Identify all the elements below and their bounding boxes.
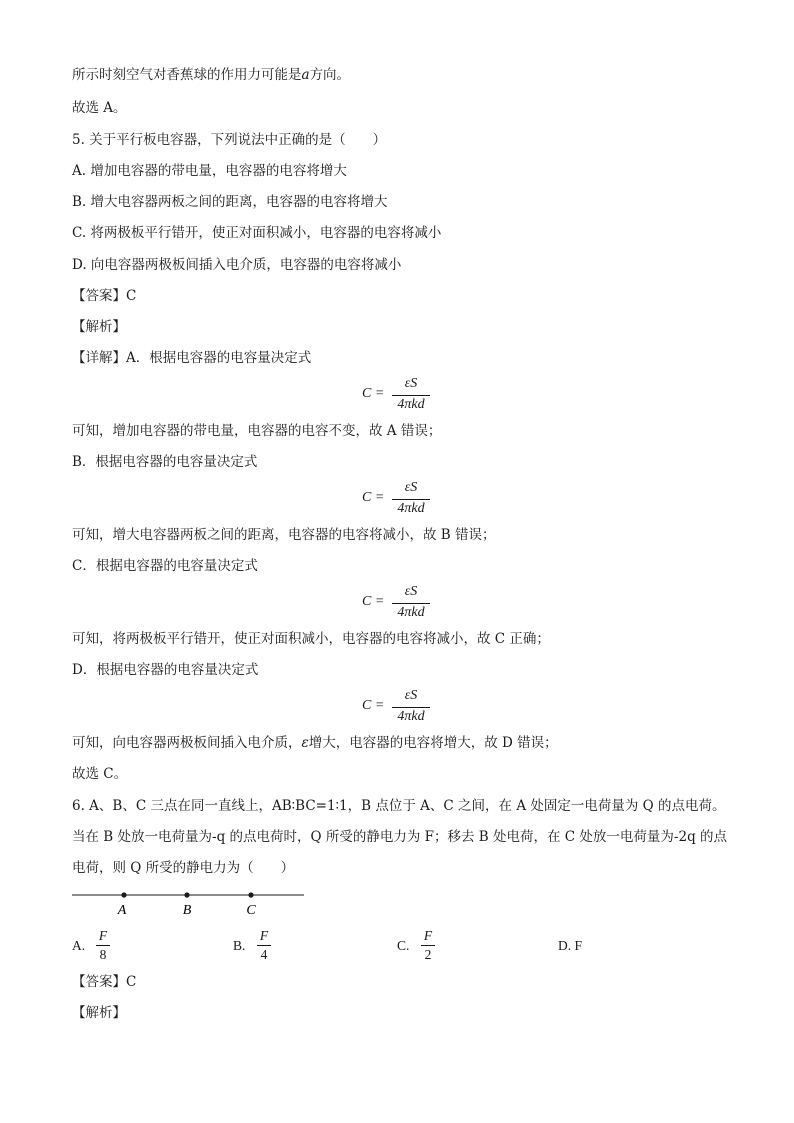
answer-6: 【答案】C (72, 974, 137, 990)
final-answer-5: 故选 C。 (72, 766, 128, 782)
formula-lhs: C = (362, 698, 385, 713)
fraction-bar (392, 603, 430, 604)
detail-c-heading: C．根据电容器的电容量决定式 (72, 558, 258, 574)
line-diagram (70, 885, 310, 919)
fraction-numerator: F (423, 928, 433, 943)
question-6-stem-line-1: 6. A、B、C 三点在同一直线上，AB∶BC=1∶1，B 点位于 A、C 之间，在 A 处固定一电荷量为 Q 的点电荷。 (72, 798, 726, 814)
formula-lhs: C = (362, 386, 385, 401)
formula-denominator: 4πkd (397, 709, 425, 724)
option-fraction (96, 928, 110, 963)
capacitance-formula (362, 688, 432, 728)
point-c-label: C (246, 903, 256, 918)
analysis-6-heading: 【解析】 (72, 1005, 126, 1021)
conclusion-c: 可知，将两极板平行错开，使正对面积减小，电容器的电容将减小，故 C 正确； (72, 631, 550, 647)
text-line-2: 故选 A。 (72, 100, 127, 116)
option-fraction (421, 928, 435, 963)
detail-d-heading: D．根据电容器的电容量决定式 (72, 662, 259, 678)
conclusion-d (72, 734, 558, 752)
formula-numerator: εS (404, 376, 418, 391)
text-span: 可知，向电容器两极板间插入电介质， (72, 735, 302, 751)
point-c-dot (248, 892, 253, 897)
question-6-stem-line-2: 当在 B 处放一电荷量为-q 的点电荷时，Q 所受的静电力为 F；移去 B 处电荷，在 C 处放一电荷量为-2q 的点 (72, 829, 728, 845)
fraction-bar (96, 945, 110, 946)
question-5-option-a: A. 增加电容器的带电量，电容器的电容将增大 (72, 163, 347, 179)
fraction-denominator: 4 (260, 947, 268, 962)
formula-denominator: 4πkd (397, 605, 425, 620)
var-a: a (301, 67, 310, 83)
detail-b-heading: B．根据电容器的电容量决定式 (72, 454, 258, 470)
detail-a-heading: 【详解】A．根据电容器的电容量决定式 (72, 350, 312, 366)
capacitance-formula (362, 584, 432, 624)
formula-numerator: εS (404, 480, 418, 495)
fraction-numerator: F (259, 928, 269, 943)
formula-numerator: εS (404, 584, 418, 599)
answer-5: 【答案】C (72, 288, 137, 304)
option-label: B. (233, 938, 246, 953)
fraction-bar (392, 499, 430, 500)
fraction-numerator: F (98, 928, 108, 943)
question-5-option-b: B. 增大电容器两板之间的距离，电容器的电容将增大 (72, 194, 388, 210)
capacitance-formula (362, 480, 432, 520)
formula-numerator: εS (404, 688, 418, 703)
fraction-bar (392, 707, 430, 708)
analysis-5-heading: 【解析】 (72, 319, 126, 335)
epsilon-symbol: ε (301, 735, 309, 751)
formula-denominator: 4πkd (397, 397, 425, 412)
question-5-option-d: D. 向电容器两极板间插入电介质，电容器的电容将减小 (72, 257, 402, 273)
fraction-bar (421, 945, 435, 946)
option-label: C. (397, 938, 410, 953)
capacitance-formula (362, 376, 432, 416)
point-b-label: B (182, 903, 192, 918)
text-span: 所示时刻空气对香蕉球的作用力可能是 (72, 67, 302, 83)
option-label: A. (72, 938, 86, 953)
question-5-option-c: C. 将两极板平行错开，使正对面积减小，电容器的电容将减小 (72, 225, 442, 241)
formula-lhs: C = (362, 594, 385, 609)
conclusion-a: 可知，增加电容器的带电量，电容器的电容不变，故 A 错误； (72, 423, 442, 439)
formula-lhs: C = (362, 490, 385, 505)
question-6-stem-line-3: 电荷，则 Q 所受的静电力为（ ） (72, 860, 295, 876)
point-a-dot (121, 892, 126, 897)
fraction-bar (392, 395, 430, 396)
fraction-denominator: 8 (99, 947, 107, 962)
formula-denominator: 4πkd (397, 501, 425, 516)
point-a-label: A (117, 903, 127, 918)
fraction-denominator: 2 (424, 947, 432, 962)
point-b-dot (184, 892, 189, 897)
text-span: 方向。 (309, 67, 351, 83)
option-fraction (257, 928, 271, 963)
option-label: D. F (558, 938, 583, 953)
text-span: 增大，电容器的电容将增大，故 D 错误； (308, 735, 558, 751)
text-line-1 (72, 66, 350, 84)
conclusion-b: 可知，增大电容器两板之间的距离，电容器的电容将减小，故 B 错误； (72, 527, 496, 543)
fraction-bar (257, 945, 271, 946)
question-5-stem: 5. 关于平行板电容器，下列说法中正确的是（ ） (72, 132, 387, 148)
